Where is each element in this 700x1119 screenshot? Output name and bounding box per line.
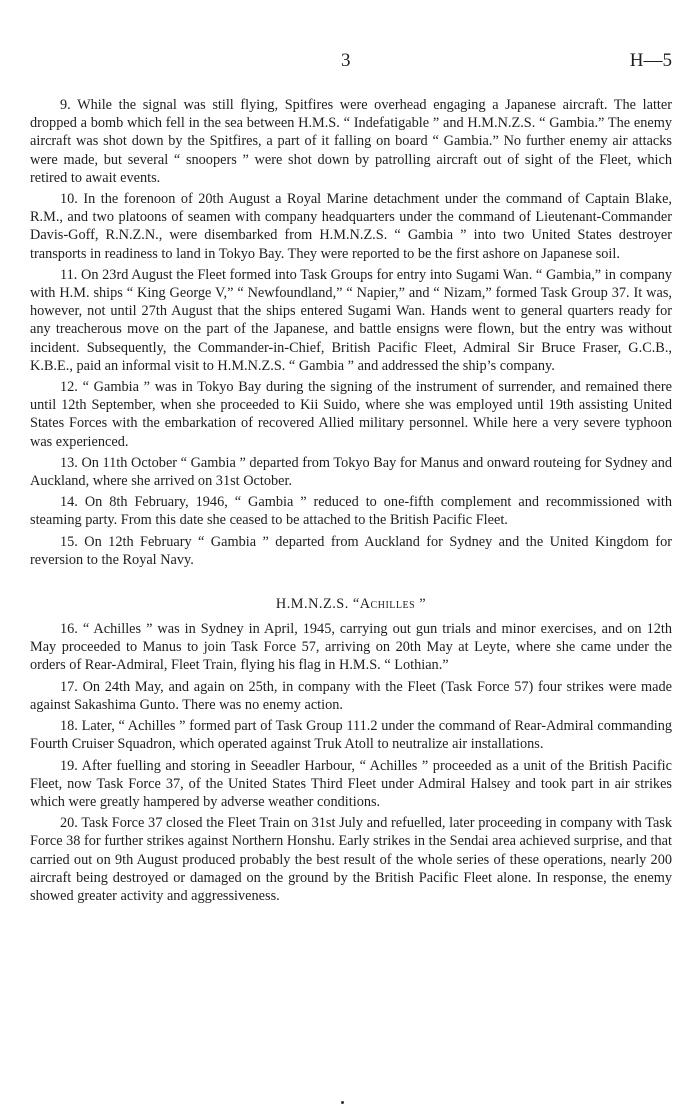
paragraph-12: 12. “ Gambia ” was in Tokyo Bay during the signing of the instrument of surrender, and remained there until 12th September, when she proceeded to Kii Suido, where she was employed until 19th assisting United States Forces with the embarkation of recovered Allied military personnel. While here a very severe typhoon was experienced.: [30, 379, 672, 450]
paragraph-20: 20. Task Force 37 closed the Fleet Train on 31st July and refuelled, later proceeding in company with Task Force 38 for further strikes against Northern Honshu. Early strikes in the Sendai area achieved surprise, and that carried out on 9th August produced probably the best result of the whole series of these operations, nearly 200 aircraft being destroyed or damaged on the ground by the British Pacific Fleet alone. In response, the enemy showed greater activity and aggressiveness.: [30, 815, 672, 904]
paragraph-16: 16. “ Achilles ” was in Sydney in April, 1945, carrying out gun trials and minor exercises, and on 12th May proceeded to Manus to join Task Force 57, arriving on 20th May at Leyte, where she came under the orders of Rear-Admiral, Fleet Train, flying his flag in H.M.S. “ Lothian.”: [30, 621, 672, 674]
paragraph-17: 17. On 24th May, and again on 25th, in company with the Fleet (Task Force 57) four strikes were made against Sakashima Gunto. There was no enemy action.: [30, 678, 672, 713]
page-number: 3: [341, 50, 351, 71]
section-heading-suffix: ”: [415, 596, 427, 613]
body-text: [30, 96, 672, 905]
section-heading-achilles: [30, 595, 672, 613]
paragraph-15: 15. On 12th February “ Gambia ” departed from Auckland for Sydney and the United Kingdom for reversion to the Royal Navy.: [30, 533, 672, 568]
paragraph-19: 19. After fuelling and storing in Seeadler Harbour, “ Achilles ” proceeded as a unit of the British Pacific Fleet, now Task Force 37, of the United States Third Fleet under Admiral Halsey and took part in air strikes which were greatly hampered by adverse weather conditions.: [30, 757, 672, 810]
page-header: [0, 50, 700, 76]
section-heading-ship-name: Achilles: [359, 596, 416, 613]
paragraph-18: 18. Later, “ Achilles ” formed part of Task Group 111.2 under the command of Rear-Admiral commanding Fourth Cruiser Squadron, which operated against Truk Atoll to neutralize air installations.: [30, 718, 672, 753]
document-reference: H—5: [629, 50, 672, 71]
paragraph-9: 9. While the signal was still flying, Spitfires were overhead engaging a Japanese aircraft. The latter dropped a bomb which fell in the sea between H.M.S. “ Indefatigable ” and H.M.N.Z.S. “ Gambia.” The enemy aircraft was shot down by the Spitfires, a part of it falling on board “ Gambia.” No further enemy air attacks were made, but several “ snoopers ” were shot down by patrolling aircraft out of sight of the Fleet, which retired to await events.: [30, 97, 672, 186]
section-heading-prefix: H.M.N.Z.S. “: [275, 596, 360, 613]
paragraph-14: 14. On 8th February, 1946, “ Gambia ” reduced to one-fifth complement and recommissioned with steaming party. From this date she ceased to be attached to the British Pacific Fleet.: [30, 494, 672, 529]
paragraph-13: 13. On 11th October “ Gambia ” departed from Tokyo Bay for Manus and onward routeing for Sydney and Auckland, where she arrived on 31st October.: [30, 454, 672, 490]
footer-dot: [341, 1101, 344, 1104]
paragraph-11: 11. On 23rd August the Fleet formed into Task Groups for entry into Sugami Wan. “ Gambia,” in company with H.M. ships “ King George V,” “ Newfoundland,” “ Napier,” and “ Nizam,” formed Task Group 37. It was, however, not until 27th August that the ships entered Sugami Wan. Hands went to general quarters ready for any treacherous move on the part of the Japanese, and battle ensigns were flown, but the entry was without incident. Subsequently, the Commander-in-Chief, British Pacific Fleet, Admiral Sir Bruce Fraser, G.C.B., K.B.E., paid an informal visit to H.M.N.Z.S. “ Gambia ” and addressed the ship’s company.: [30, 266, 672, 374]
paragraph-10: 10. In the forenoon of 20th August a Royal Marine detachment under the command of Captain Blake, R.M., and two platoons of seamen with company headquarters under the command of Lieutenant-Commander Davis-Goff, R.N.Z.N., were disembarked from H.M.N.Z.S. “ Gambia ” into two United States destroyer transports in readiness to land in Tokyo Bay. They were reported to be the first ashore on Japanese soil.: [30, 191, 672, 262]
